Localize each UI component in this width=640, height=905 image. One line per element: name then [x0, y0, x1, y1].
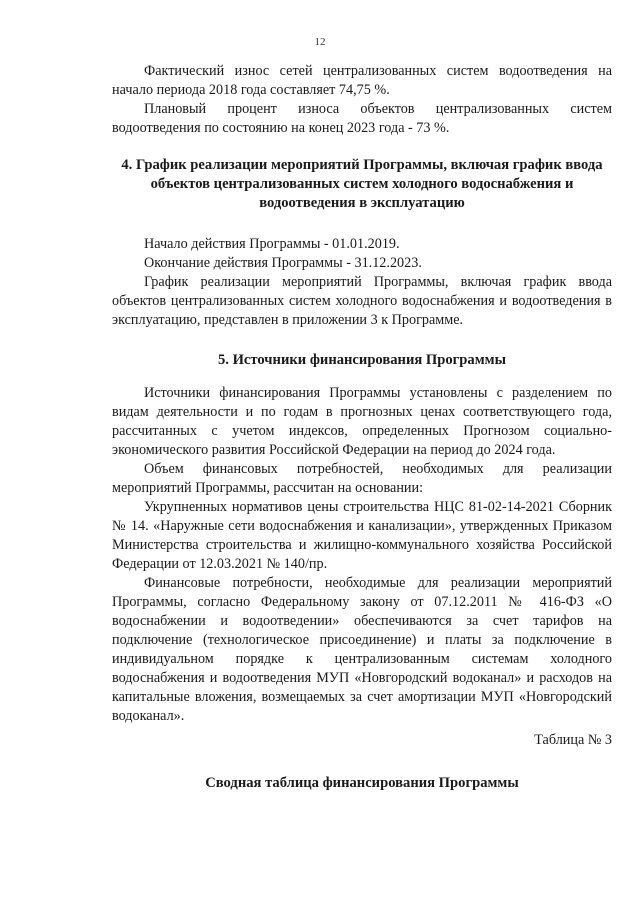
paragraph-financial-needs: Объем финансовых потребностей, необходимых для реализации мероприятий Программы, рассчитан на основании: [112, 461, 612, 496]
paragraph-schedule: График реализации мероприятий Программы, включая график ввода объектов централизованных систем холодного водоснабжения и водоотведения в эксплуатацию, представлен в приложении 3 к Программе. [112, 274, 612, 328]
paragraph-actual-wear: Фактический износ сетей централизованных систем водоотведения на начало периода 2018 года составляет 74,75 %. [112, 63, 612, 98]
section-4-heading: 4. График реализации мероприятий Программы, включая график ввода объектов централизованных систем холодного водоснабжения и водоотведения в эксплуатацию [121, 157, 603, 211]
section-5-heading: 5. Источники финансирования Программы [217, 352, 506, 368]
paragraph-tariff-funding: Финансовые потребности, необходимые для реализации мероприятий Программы, согласно Федеральному закону от 07.12.2011 № 416-ФЗ «О водоснабжении и водоотведении» обеспечиваются за счет тарифов на подключение (технологическое присоединение) и платы за подключение в индивидуальном порядке к централизованным системам холодного водоснабжения и водоотведения МУП «Новгородский водоканал» и расходов на капитальные вложения, возмещаемых за счет амортизации МУП «Новгородский водоканал». [112, 575, 612, 724]
paragraph-construction-norms: Укрупненных нормативов цены строительства НЦС 81-02-14-2021 Сборник № 14. «Наружные сети водоснабжения и канализации», утвержденных Приказом Министерства строительства и жилищно-коммунального хозяйства Российской Федерации от 12.03.2021 № 140/пр. [112, 499, 612, 572]
paragraph-planned-wear: Плановый процент износа объектов централизованных систем водоотведения по состоянию на конец 2023 года - 73 %. [112, 101, 612, 136]
page-content [112, 62, 612, 808]
program-start-date: Начало действия Программы - 01.01.2019. [144, 236, 400, 252]
table-title: Сводная таблица финансирования Программы [205, 775, 519, 791]
table-label: Таблица № 3 [534, 732, 612, 748]
page-number: 12 [314, 36, 326, 48]
program-end-date: Окончание действия Программы - 31.12.2023. [144, 255, 422, 271]
paragraph-funding-sources: Источники финансирования Программы установлены с разделением по видам деятельности и по годам в прогнозных ценах соответствующего года, рассчитанных с учетом индексов, определенных Прогнозом социально-экономического развития Российской Федерации на период до 2024 года. [112, 385, 612, 458]
